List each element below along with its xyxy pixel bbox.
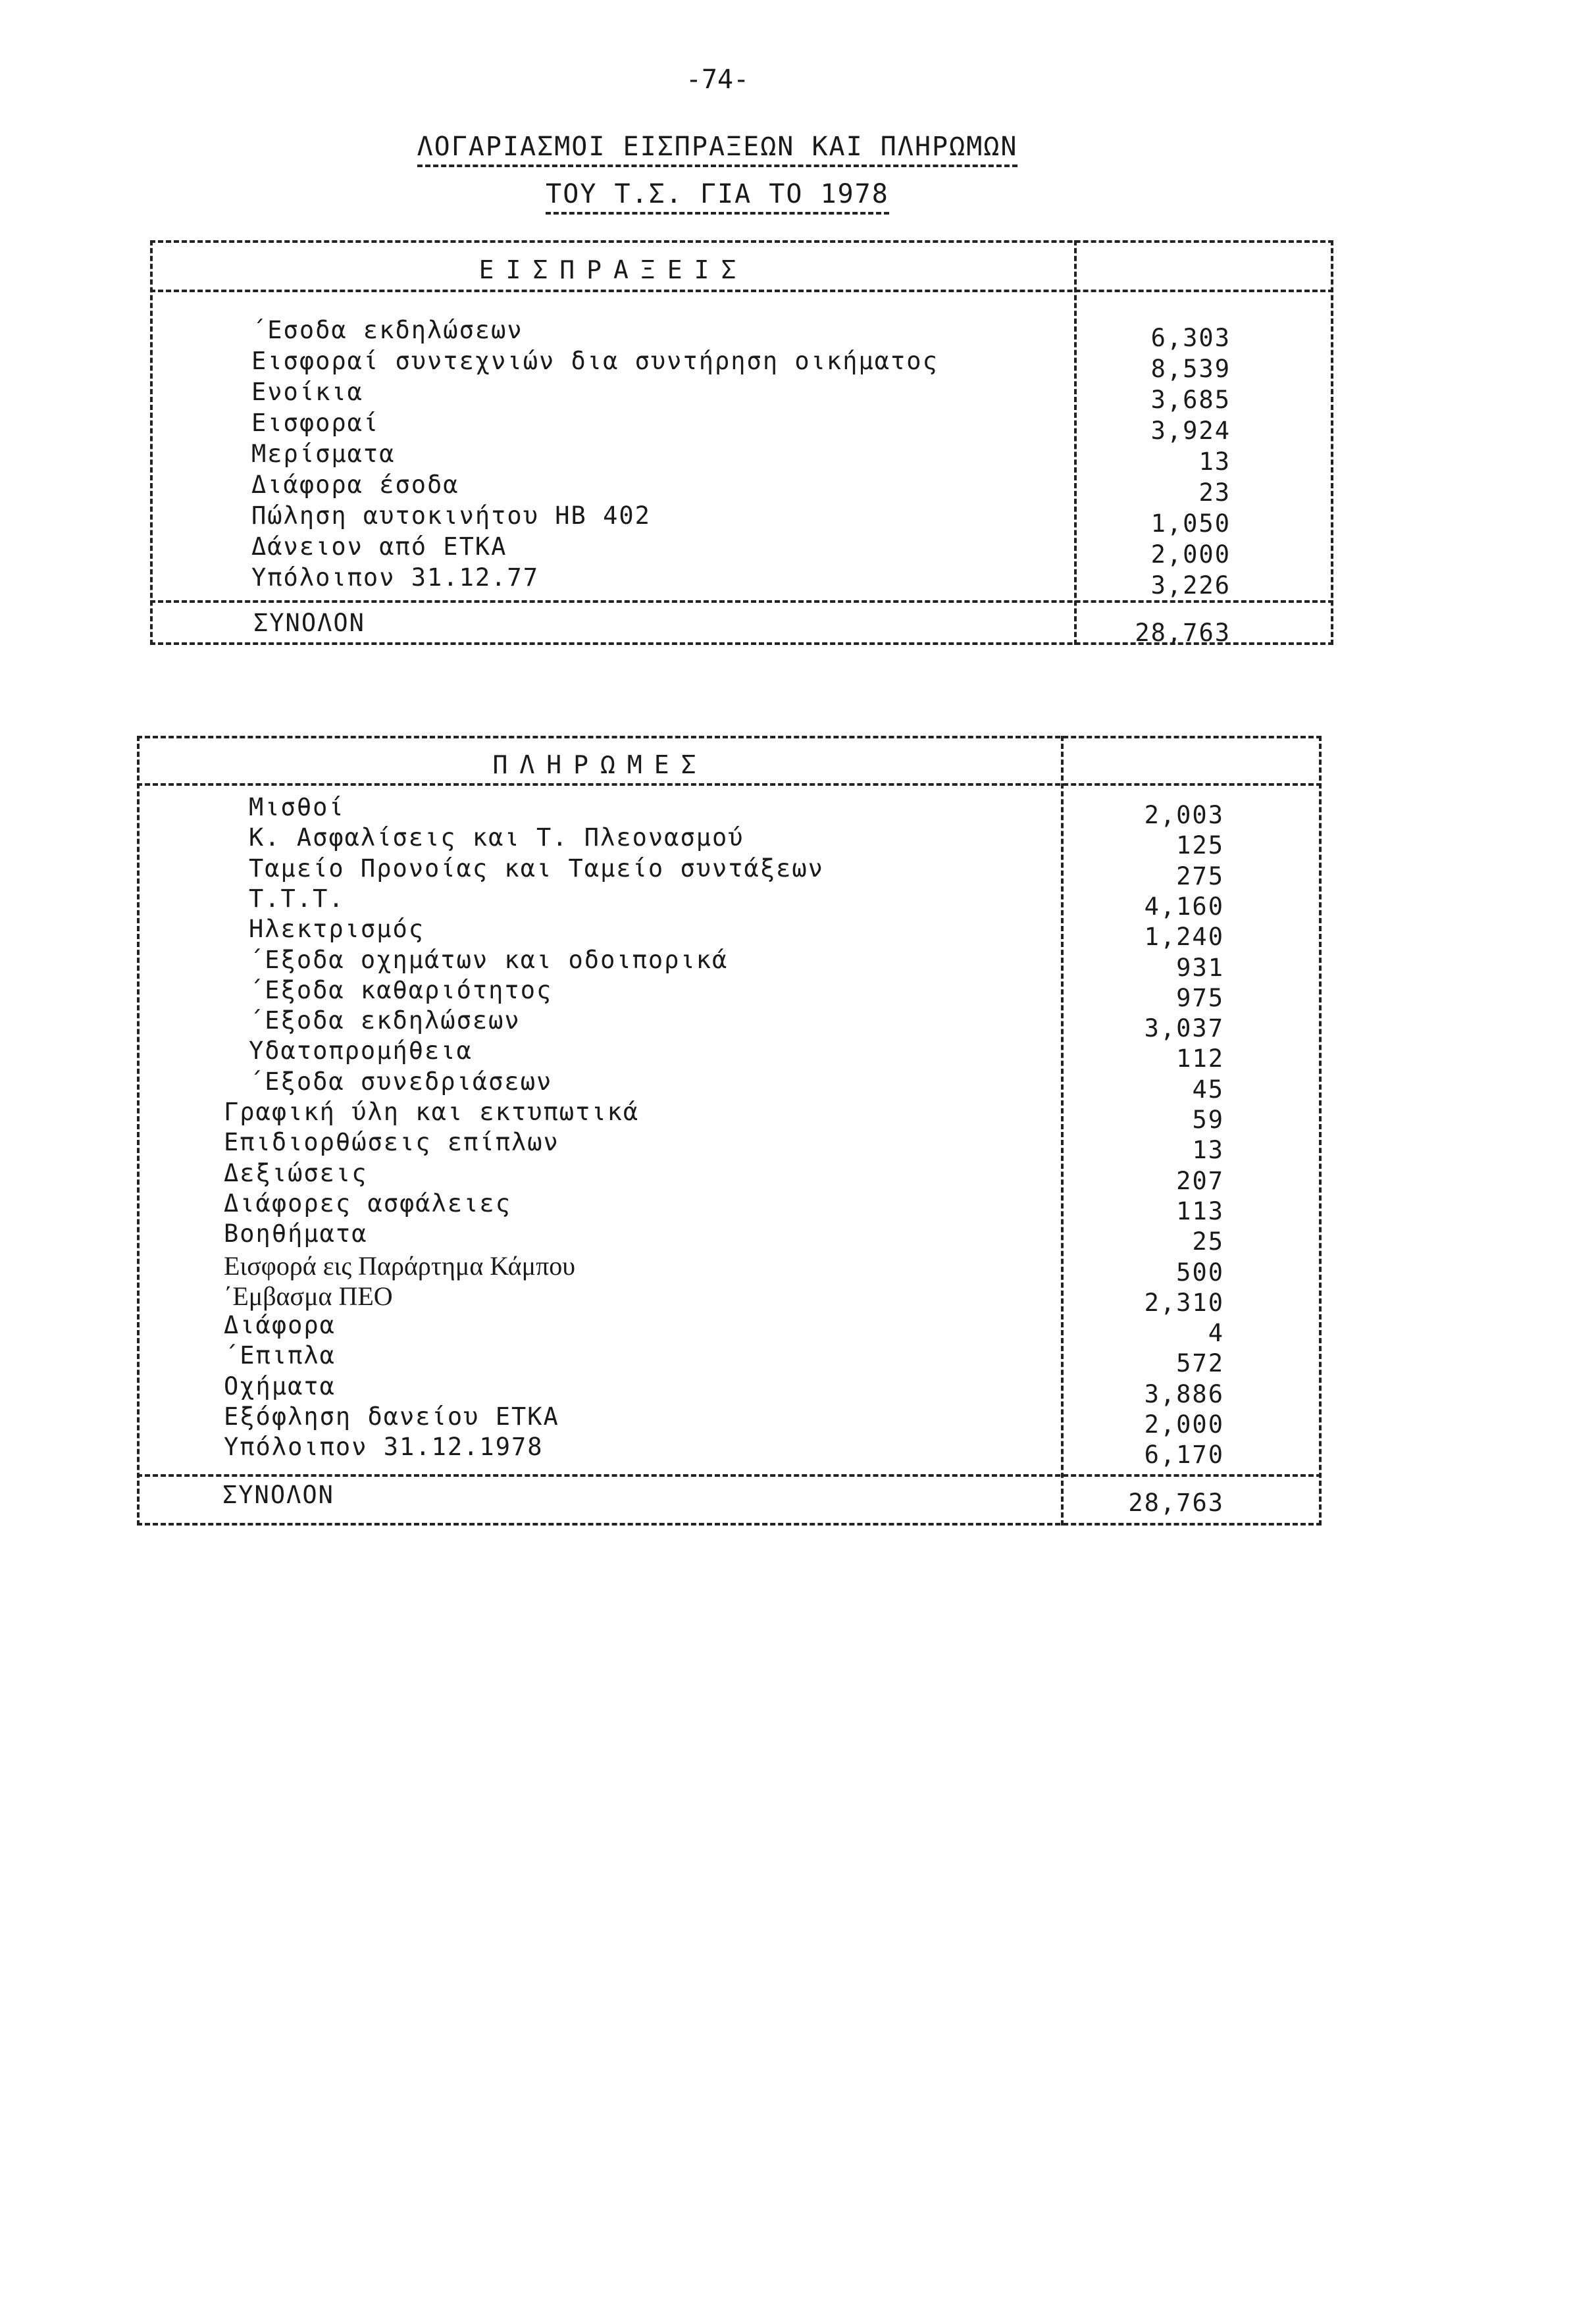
receipts-row-value: 8,539 xyxy=(1150,355,1231,383)
receipts-total-divider xyxy=(150,600,1333,603)
payments-row-value: 3,037 xyxy=(1144,1014,1224,1043)
receipts-row-value: 6,303 xyxy=(1150,324,1231,352)
payments-row-value: 112 xyxy=(1176,1044,1224,1073)
payments-row-value: 2,310 xyxy=(1144,1288,1224,1317)
payments-row-label: ΄Εξοδα εκδηλώσεων xyxy=(249,1006,521,1035)
payments-row-label: ΄Εμβασμα ΠΕΟ xyxy=(224,1281,393,1311)
payments-row-label: Διάφορα xyxy=(224,1311,336,1340)
receipts-row-label: ΄Εσοδα εκδηλώσεων xyxy=(251,316,523,344)
receipts-row-value: 23 xyxy=(1198,478,1231,507)
payments-header-divider xyxy=(137,783,1322,786)
payments-row-value: 45 xyxy=(1192,1075,1224,1104)
payments-row-label: ΄Εξοδα οχημάτων και οδοιπορικά xyxy=(249,945,729,974)
payments-row-value: 2,000 xyxy=(1144,1410,1224,1439)
payments-row-value: 975 xyxy=(1176,983,1224,1012)
receipts-row-value: 3,924 xyxy=(1150,417,1231,445)
payments-row-label: Υδατοπρομήθεια xyxy=(249,1037,473,1065)
payments-total-value: 28,763 xyxy=(1128,1489,1224,1517)
receipts-heading: ΕΙΣΠΡΑΞΕΙΣ xyxy=(478,255,748,284)
payments-row-label: Δεξιώσεις xyxy=(224,1158,368,1187)
payments-row-label: Βοηθήματα xyxy=(224,1219,368,1248)
receipts-column-divider xyxy=(1074,240,1077,645)
payments-row-label: Επιδιορθώσεις επίπλων xyxy=(224,1128,559,1157)
payments-row-label: Υπόλοιπον 31.12.1978 xyxy=(224,1433,544,1462)
document-title xyxy=(369,132,1066,167)
payments-row-value: 2,003 xyxy=(1144,801,1224,829)
receipts-row-label: Υπόλοιπον 31.12.77 xyxy=(251,563,539,592)
payments-row-label: Κ. Ασφαλίσεις και Τ. Πλεονασμού xyxy=(249,823,744,852)
payments-row-value: 3,886 xyxy=(1144,1379,1224,1408)
receipts-row-label: Ενοίκια xyxy=(251,378,363,406)
title-line-2: ΤΟΥ Τ.Σ. ΓΙΑ ΤΟ 1978 xyxy=(546,179,889,215)
payments-row-label: ΄Επιπλα xyxy=(224,1341,336,1370)
receipts-row-value: 3,226 xyxy=(1150,571,1231,600)
payments-row-label: Γραφική ύλη και εκτυπωτικά xyxy=(224,1098,640,1126)
payments-row-label: Τ.Τ.Τ. xyxy=(249,884,345,913)
payments-row-value: 1,240 xyxy=(1144,923,1224,952)
payments-row-value: 25 xyxy=(1192,1227,1224,1256)
payments-row-value: 207 xyxy=(1176,1166,1224,1195)
receipts-row-label: Μερίσματα xyxy=(251,440,396,468)
receipts-row-label: Εισφοραί συντεχνιών δια συντήρηση οικήματος xyxy=(251,347,939,375)
payments-row-value: 4,160 xyxy=(1144,892,1224,921)
payments-row-value: 59 xyxy=(1192,1106,1224,1134)
payments-row-value: 275 xyxy=(1176,861,1224,890)
payments-row-label: Μισθοί xyxy=(249,793,345,821)
page-number: -74- xyxy=(685,64,750,95)
receipts-row-value: 1,050 xyxy=(1150,509,1231,538)
payments-row-label: Εισφορά εις Παράρτημα Κάμπου xyxy=(224,1250,576,1281)
receipts-total-value: 28,763 xyxy=(1135,619,1231,647)
document-subtitle xyxy=(369,179,1066,215)
payments-column-divider xyxy=(1061,736,1064,1526)
payments-row-value: 113 xyxy=(1176,1196,1224,1225)
receipts-row-label: Εισφοραί xyxy=(251,409,380,437)
receipts-row-value: 2,000 xyxy=(1150,540,1231,569)
receipts-row-value: 3,685 xyxy=(1150,386,1231,414)
payments-row-value: 13 xyxy=(1192,1136,1224,1165)
payments-row-value: 125 xyxy=(1176,831,1224,860)
payments-row-label: ΄Εξοδα καθαριότητος xyxy=(249,975,553,1004)
payments-row-label: Εξόφληση δανείου ΕΤΚΑ xyxy=(224,1402,559,1431)
payments-row-label: ΄Εξοδα συνεδριάσεων xyxy=(249,1067,553,1096)
receipts-row-label: Πώληση αυτοκινήτου ΗΒ 402 xyxy=(251,501,651,530)
payments-row-value: 6,170 xyxy=(1144,1441,1224,1470)
payments-heading: ΠΛΗΡΩΜΕΣ xyxy=(492,750,708,779)
payments-row-value: 500 xyxy=(1176,1258,1224,1287)
payments-row-value: 572 xyxy=(1176,1349,1224,1378)
payments-row-label: Οχήματα xyxy=(224,1372,336,1400)
payments-row-value: 931 xyxy=(1176,953,1224,982)
receipts-row-label: Δάνειον από ΕΤΚΑ xyxy=(251,532,507,561)
payments-total-label: ΣΥΝΟΛΟΝ xyxy=(222,1481,334,1509)
payments-row-label: Διάφορες ασφάλειες xyxy=(224,1189,511,1218)
receipts-row-label: Διάφορα έσοδα xyxy=(251,471,459,499)
receipts-row-value: 13 xyxy=(1198,448,1231,476)
title-line-1: ΛΟΓΑΡΙΑΣΜΟΙ ΕΙΣΠΡΑΞΕΩΝ ΚΑΙ ΠΛΗΡΩΜΩΝ xyxy=(417,132,1018,167)
payments-row-label: Ηλεκτρισμός xyxy=(249,915,425,944)
payments-row-value: 4 xyxy=(1208,1319,1224,1348)
payments-row-label: Ταμείο Προνοίας και Ταμείο συντάξεων xyxy=(249,854,824,883)
payments-total-divider xyxy=(137,1474,1322,1477)
receipts-total-label: ΣΥΝΟΛΟΝ xyxy=(253,609,365,637)
receipts-header-divider xyxy=(150,290,1333,292)
